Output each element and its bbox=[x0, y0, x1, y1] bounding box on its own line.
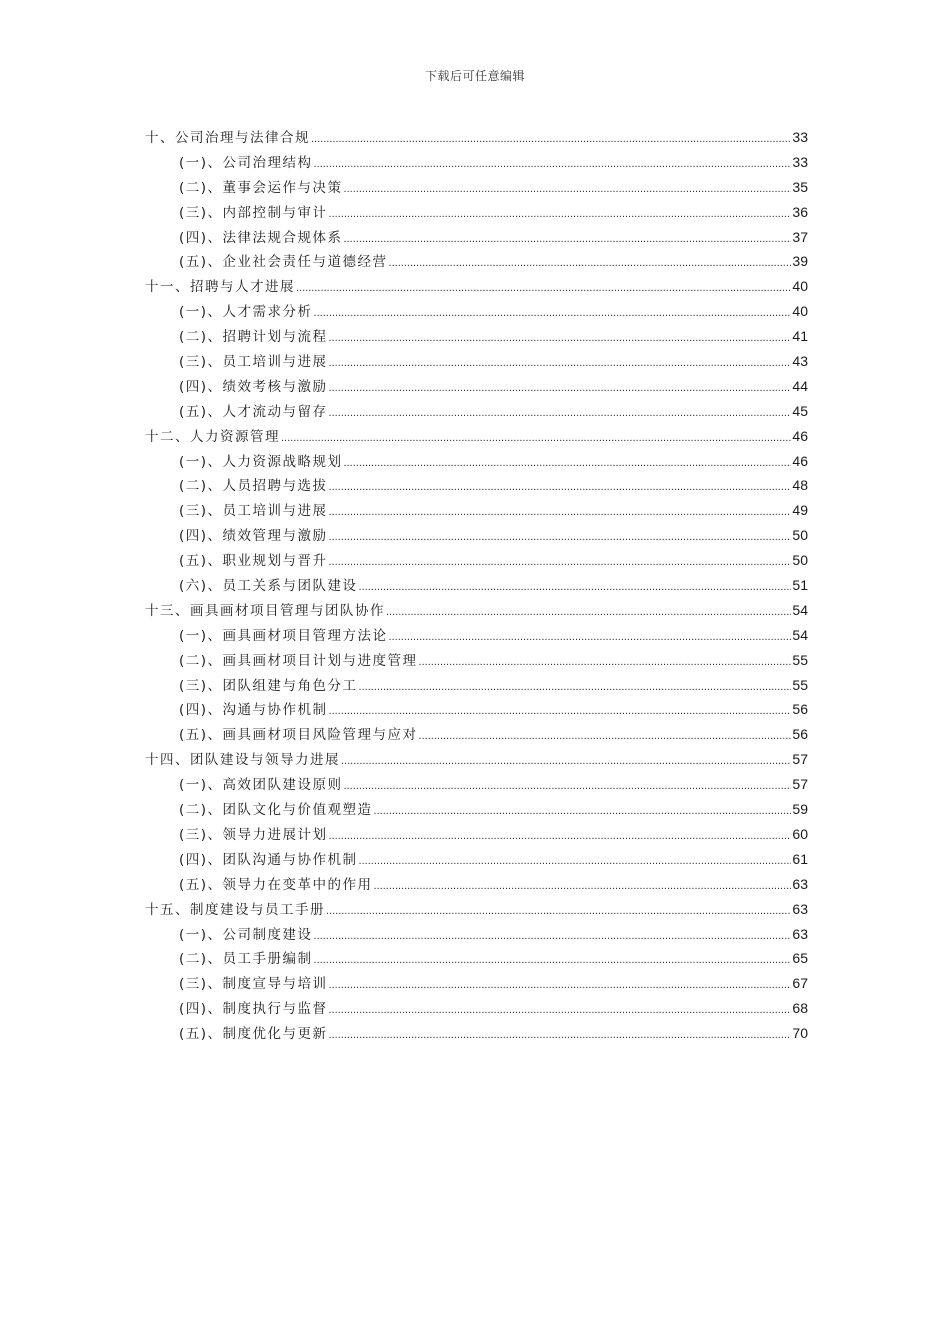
toc-section-entry[interactable] bbox=[145, 498, 808, 523]
toc-section-entry[interactable] bbox=[145, 797, 808, 822]
toc-dot-leader bbox=[359, 575, 792, 600]
toc-section-entry[interactable] bbox=[145, 548, 808, 573]
toc-dot-leader bbox=[341, 749, 791, 774]
toc-dot-leader bbox=[329, 824, 792, 849]
toc-dot-leader bbox=[329, 351, 792, 376]
toc-section-entry[interactable] bbox=[145, 847, 808, 872]
toc-entry-page-number: 57 bbox=[792, 751, 808, 768]
toc-dot-leader bbox=[329, 401, 792, 426]
toc-entry-title: (一)、公司制度建设 bbox=[179, 926, 313, 943]
toc-entry-page-number: 54 bbox=[792, 601, 808, 618]
toc-dot-leader bbox=[314, 301, 792, 326]
toc-dot-leader bbox=[374, 799, 792, 824]
toc-entry-page-number: 70 bbox=[792, 1025, 808, 1042]
toc-section-entry[interactable] bbox=[145, 175, 808, 200]
toc-section-entry[interactable] bbox=[145, 523, 808, 548]
toc-entry-title: (三)、领导力进展计划 bbox=[179, 826, 328, 843]
toc-entry-page-number: 60 bbox=[792, 825, 808, 842]
toc-entry-page-number: 55 bbox=[792, 676, 808, 693]
toc-dot-leader bbox=[329, 998, 792, 1023]
toc-dot-leader bbox=[359, 849, 792, 874]
toc-section-entry[interactable] bbox=[145, 648, 808, 673]
toc-dot-leader bbox=[389, 251, 792, 276]
toc-section-entry[interactable] bbox=[145, 349, 808, 374]
toc-dot-leader bbox=[311, 127, 791, 152]
toc-dot-leader bbox=[344, 227, 792, 252]
toc-entry-title: (四)、绩效考核与激励 bbox=[179, 378, 328, 395]
table-of-contents bbox=[145, 125, 808, 1046]
toc-entry-page-number: 68 bbox=[792, 1000, 808, 1017]
toc-entry-page-number: 41 bbox=[792, 328, 808, 345]
toc-dot-leader bbox=[329, 1023, 792, 1048]
toc-entry-title: (四)、沟通与协作机制 bbox=[179, 702, 328, 719]
toc-entry-page-number: 39 bbox=[792, 253, 808, 270]
toc-dot-leader bbox=[329, 376, 792, 401]
toc-dot-leader bbox=[314, 948, 792, 973]
toc-entry-page-number: 43 bbox=[792, 353, 808, 370]
toc-entry-page-number: 63 bbox=[792, 925, 808, 942]
toc-section-entry[interactable] bbox=[145, 872, 808, 897]
toc-section-entry[interactable] bbox=[145, 249, 808, 274]
toc-entry-page-number: 57 bbox=[792, 776, 808, 793]
toc-section-entry[interactable] bbox=[145, 399, 808, 424]
toc-entry-page-number: 49 bbox=[792, 502, 808, 519]
toc-dot-leader bbox=[419, 724, 792, 749]
toc-entry-title: (一)、人才需求分析 bbox=[179, 304, 313, 321]
toc-dot-leader bbox=[329, 525, 792, 550]
toc-section-entry[interactable] bbox=[145, 722, 808, 747]
toc-entry-page-number: 61 bbox=[792, 850, 808, 867]
toc-dot-leader bbox=[419, 650, 792, 675]
toc-dot-leader bbox=[314, 924, 792, 949]
toc-entry-title: (二)、人员招聘与选拔 bbox=[179, 478, 328, 495]
toc-entry-page-number: 46 bbox=[792, 427, 808, 444]
toc-chapter-entry[interactable] bbox=[145, 897, 808, 922]
toc-entry-title: (四)、制度执行与监督 bbox=[179, 1001, 328, 1018]
toc-entry-page-number: 33 bbox=[792, 153, 808, 170]
toc-dot-leader bbox=[296, 276, 791, 301]
toc-entry-title: (六)、员工关系与团队建设 bbox=[179, 578, 358, 595]
toc-entry-page-number: 46 bbox=[792, 452, 808, 469]
toc-chapter-entry[interactable] bbox=[145, 747, 808, 772]
toc-chapter-entry[interactable] bbox=[145, 125, 808, 150]
toc-entry-page-number: 44 bbox=[792, 377, 808, 394]
toc-section-entry[interactable] bbox=[145, 1021, 808, 1046]
toc-entry-page-number: 40 bbox=[792, 303, 808, 320]
toc-dot-leader bbox=[329, 326, 792, 351]
toc-entry-title: (五)、人才流动与留存 bbox=[179, 403, 328, 420]
toc-entry-title: (二)、团队文化与价值观塑造 bbox=[179, 802, 373, 819]
toc-chapter-entry[interactable] bbox=[145, 274, 808, 299]
toc-chapter-entry[interactable] bbox=[145, 424, 808, 449]
toc-section-entry[interactable] bbox=[145, 225, 808, 250]
toc-dot-leader bbox=[329, 973, 792, 998]
toc-section-entry[interactable] bbox=[145, 996, 808, 1021]
toc-entry-title: (一)、画具画材项目管理方法论 bbox=[179, 627, 388, 644]
toc-section-entry[interactable] bbox=[145, 324, 808, 349]
toc-entry-page-number: 65 bbox=[792, 950, 808, 967]
toc-entry-title: (二)、招聘计划与流程 bbox=[179, 329, 328, 346]
toc-section-entry[interactable] bbox=[145, 374, 808, 399]
toc-dot-leader bbox=[386, 600, 791, 625]
toc-entry-title: (四)、团队沟通与协作机制 bbox=[179, 851, 358, 868]
toc-section-entry[interactable] bbox=[145, 623, 808, 648]
toc-entry-title: (三)、内部控制与审计 bbox=[179, 204, 328, 221]
toc-section-entry[interactable] bbox=[145, 922, 808, 947]
toc-dot-leader bbox=[344, 774, 792, 799]
toc-entry-title: 十、公司治理与法律合规 bbox=[145, 130, 310, 146]
toc-entry-title: 十三、画具画材项目管理与团队协作 bbox=[145, 602, 385, 619]
toc-entry-page-number: 59 bbox=[792, 801, 808, 818]
toc-entry-page-number: 50 bbox=[792, 527, 808, 544]
toc-entry-page-number: 56 bbox=[792, 726, 808, 743]
toc-entry-title: 十二、人力资源管理 bbox=[145, 428, 280, 445]
toc-entry-title: (三)、制度宣导与培训 bbox=[179, 976, 328, 993]
toc-section-entry[interactable] bbox=[145, 200, 808, 225]
toc-entry-page-number: 56 bbox=[792, 701, 808, 718]
toc-entry-page-number: 40 bbox=[792, 278, 808, 295]
toc-entry-title: (二)、画具画材项目计划与进度管理 bbox=[179, 652, 418, 669]
toc-section-entry[interactable] bbox=[145, 946, 808, 971]
toc-section-entry[interactable] bbox=[145, 150, 808, 175]
toc-dot-leader bbox=[326, 899, 791, 924]
toc-entry-title: (三)、团队组建与角色分工 bbox=[179, 677, 358, 694]
toc-entry-title: (五)、企业社会责任与道德经营 bbox=[179, 254, 388, 271]
toc-section-entry[interactable] bbox=[145, 673, 808, 698]
toc-section-entry[interactable] bbox=[145, 772, 808, 797]
toc-dot-leader bbox=[329, 202, 792, 227]
toc-entry-title: 十一、招聘与人才进展 bbox=[145, 279, 295, 296]
toc-dot-leader bbox=[329, 500, 792, 525]
toc-entry-title: (一)、公司治理结构 bbox=[179, 154, 313, 171]
toc-section-entry[interactable] bbox=[145, 299, 808, 324]
toc-section-entry[interactable] bbox=[145, 573, 808, 598]
toc-dot-leader bbox=[329, 550, 792, 575]
toc-entry-page-number: 67 bbox=[792, 975, 808, 992]
toc-dot-leader bbox=[281, 426, 791, 451]
toc-dot-leader bbox=[359, 675, 792, 700]
toc-entry-title: (五)、画具画材项目风险管理与应对 bbox=[179, 727, 418, 744]
toc-entry-page-number: 50 bbox=[792, 552, 808, 569]
toc-entry-page-number: 36 bbox=[792, 203, 808, 220]
toc-entry-title: (三)、员工培训与进展 bbox=[179, 503, 328, 520]
toc-entry-title: (二)、董事会运作与决策 bbox=[179, 179, 343, 196]
toc-section-entry[interactable] bbox=[145, 473, 808, 498]
toc-entry-title: (五)、制度优化与更新 bbox=[179, 1026, 328, 1043]
toc-entry-title: (一)、高效团队建设原则 bbox=[179, 777, 343, 794]
toc-chapter-entry[interactable] bbox=[145, 598, 808, 623]
toc-entry-page-number: 63 bbox=[792, 900, 808, 917]
toc-dot-leader bbox=[314, 152, 792, 177]
page-header: 下载后可任意编辑 bbox=[424, 69, 525, 83]
toc-section-entry[interactable] bbox=[145, 822, 808, 847]
toc-entry-title: (四)、绩效管理与激励 bbox=[179, 528, 328, 545]
toc-entry-title: (三)、员工培训与进展 bbox=[179, 354, 328, 371]
toc-entry-title: 十五、制度建设与员工手册 bbox=[145, 901, 325, 918]
toc-entry-title: (四)、法律法规合规体系 bbox=[179, 229, 343, 246]
toc-entry-page-number: 33 bbox=[792, 129, 808, 145]
toc-entry-title: (一)、人力资源战略规划 bbox=[179, 453, 343, 470]
toc-section-entry[interactable] bbox=[145, 971, 808, 996]
toc-dot-leader bbox=[329, 475, 792, 500]
toc-dot-leader bbox=[344, 451, 792, 476]
toc-entry-title: (二)、员工手册编制 bbox=[179, 951, 313, 968]
toc-entry-page-number: 54 bbox=[792, 626, 808, 643]
toc-dot-leader bbox=[329, 699, 792, 724]
toc-section-entry[interactable] bbox=[145, 697, 808, 722]
toc-entry-title: 十四、团队建设与领导力进展 bbox=[145, 752, 340, 769]
toc-entry-title: (五)、领导力在变革中的作用 bbox=[179, 876, 373, 893]
toc-entry-page-number: 48 bbox=[792, 477, 808, 494]
toc-entry-page-number: 55 bbox=[792, 651, 808, 668]
toc-entry-page-number: 37 bbox=[792, 228, 808, 245]
toc-entry-page-number: 51 bbox=[792, 577, 808, 594]
toc-entry-title: (五)、职业规划与晋升 bbox=[179, 553, 328, 570]
toc-dot-leader bbox=[344, 177, 792, 202]
toc-entry-page-number: 45 bbox=[792, 402, 808, 419]
toc-dot-leader bbox=[389, 625, 792, 650]
toc-entry-page-number: 35 bbox=[792, 178, 808, 195]
toc-section-entry[interactable] bbox=[145, 449, 808, 474]
toc-dot-leader bbox=[374, 874, 792, 899]
toc-entry-page-number: 63 bbox=[792, 875, 808, 892]
